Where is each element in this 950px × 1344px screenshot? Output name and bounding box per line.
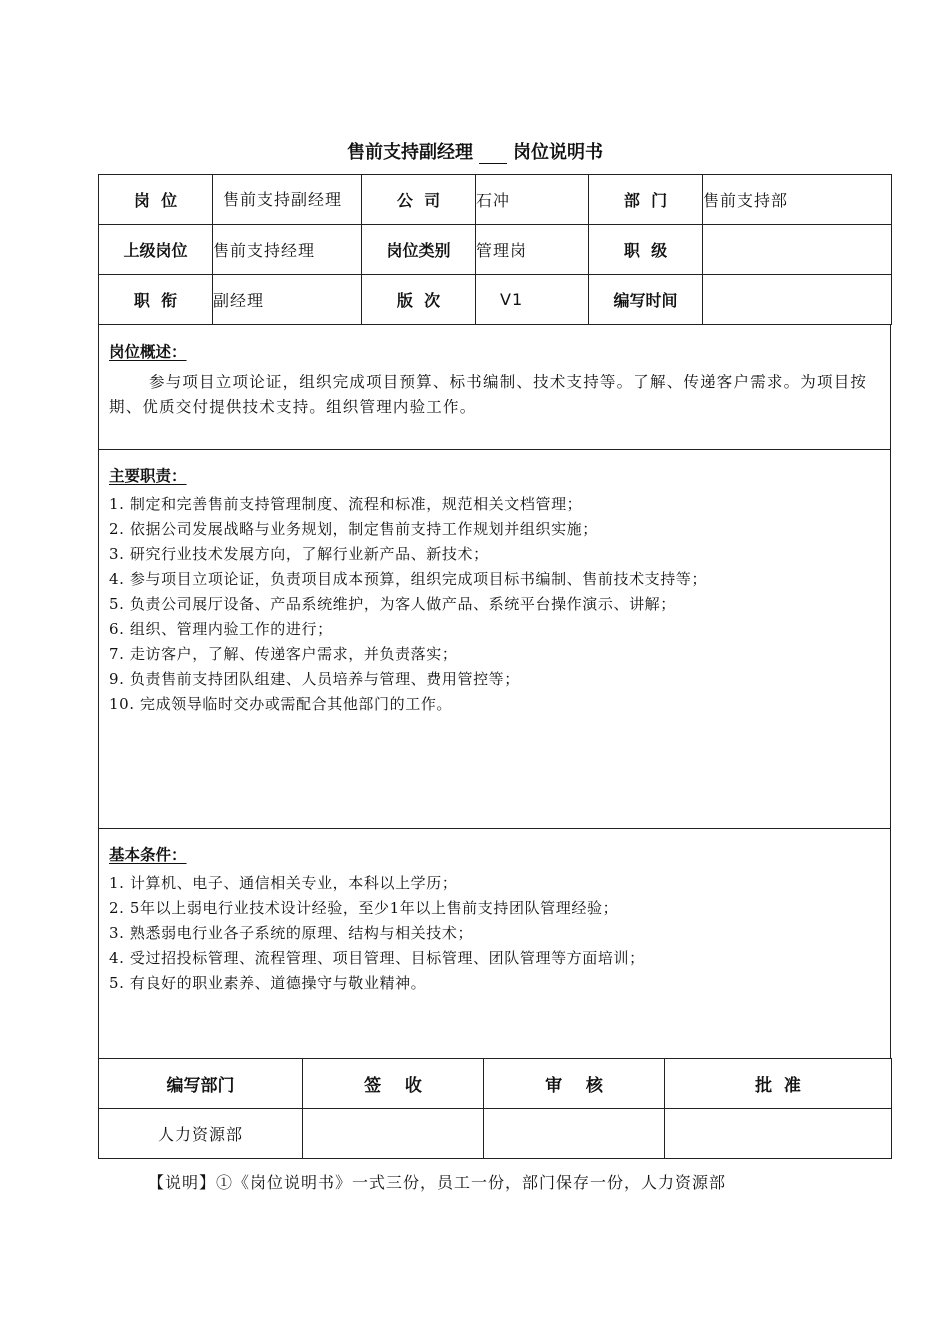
overview-section bbox=[98, 324, 891, 450]
overview-heading: 岗位概述： bbox=[109, 343, 187, 361]
list-item: 5. 负责公司展厅设备、产品系统维护，为客人做产品、系统平台操作演示、讲解； bbox=[109, 595, 676, 613]
list-item: 4. 参与项目立项论证，负责项目成本预算，组织完成项目标书编制、售前技术支持等； bbox=[109, 570, 708, 588]
receipt-value bbox=[303, 1109, 484, 1159]
rank-value: 副经理 bbox=[213, 275, 362, 325]
list-item: 3. 研究行业技术发展方向，了解行业新产品、新技术； bbox=[109, 545, 489, 563]
writing-dept-value: 人力资源部 bbox=[99, 1109, 303, 1159]
requirements-section bbox=[98, 828, 891, 1059]
signature-header-row bbox=[99, 1059, 892, 1109]
approve-value bbox=[665, 1109, 892, 1159]
list-item: 9. 负责售前支持团队组建、人员培养与管理、费用管控等； bbox=[109, 670, 520, 688]
company-label: 公 司 bbox=[362, 175, 476, 225]
grade-label: 职 级 bbox=[589, 225, 703, 275]
list-item: 7. 走访客户，了解、传递客户需求，并负责落实； bbox=[109, 645, 458, 663]
duties-section bbox=[98, 449, 891, 829]
superior-value: 售前支持经理 bbox=[213, 225, 362, 275]
signature-value-row bbox=[99, 1109, 892, 1159]
list-item: 1. 计算机、电子、通信相关专业，本科以上学历； bbox=[109, 874, 458, 892]
company-value: 石冲 bbox=[476, 175, 589, 225]
basic-info-table bbox=[98, 174, 892, 325]
list-item: 5. 有良好的职业素养、道德操守与敬业精神。 bbox=[109, 974, 427, 992]
date-label: 编写时间 bbox=[589, 275, 703, 325]
list-item: 3. 熟悉弱电行业各子系统的原理、结构与相关技术； bbox=[109, 924, 474, 942]
info-row-3 bbox=[99, 275, 892, 325]
writing-dept-label: 编写部门 bbox=[99, 1059, 303, 1109]
position-value: 售前支持副经理 bbox=[213, 175, 362, 225]
title-doc-type: 岗位说明书 bbox=[513, 142, 603, 163]
date-value bbox=[703, 275, 892, 325]
approve-label: 批 准 bbox=[665, 1059, 892, 1109]
receipt-label: 签 收 bbox=[303, 1059, 484, 1109]
duties-heading: 主要职责： bbox=[109, 467, 187, 485]
document-title bbox=[0, 138, 950, 164]
info-row-1 bbox=[99, 175, 892, 225]
department-value: 售前支持部 bbox=[703, 175, 892, 225]
list-item: 1. 制定和完善售前支持管理制度、流程和标准，规范相关文档管理； bbox=[109, 495, 583, 513]
signature-table bbox=[98, 1058, 892, 1159]
list-item: 6. 组织、管理内验工作的进行； bbox=[109, 620, 333, 638]
grade-value bbox=[703, 225, 892, 275]
requirements-list bbox=[109, 871, 882, 996]
footnote: 【说明】①《岗位说明书》一式三份，员工一份，部门保存一份，人力资源部 bbox=[148, 1173, 727, 1192]
requirements-heading: 基本条件： bbox=[109, 846, 187, 864]
duties-list bbox=[109, 492, 882, 717]
overview-text: 参与项目立项论证，组织完成项目预算、标书编制、技术支持等。了解、传递客户需求。为项目按期、优质交付提供技术支持。组织管理内验工作。 bbox=[109, 373, 868, 416]
list-item: 10. 完成领导临时交办或需配合其他部门的工作。 bbox=[109, 695, 453, 713]
list-item: 2. 5年以上弱电行业技术设计经验，至少1年以上售前支持团队管理经验； bbox=[109, 899, 619, 917]
version-label: 版 次 bbox=[362, 275, 476, 325]
department-label: 部 门 bbox=[589, 175, 703, 225]
category-value: 管理岗 bbox=[476, 225, 589, 275]
version-value: V1 bbox=[476, 275, 589, 325]
title-underline-gap bbox=[479, 145, 507, 164]
review-value bbox=[484, 1109, 665, 1159]
review-label: 审 核 bbox=[484, 1059, 665, 1109]
info-row-2 bbox=[99, 225, 892, 275]
title-position-name: 售前支持副经理 bbox=[347, 142, 473, 163]
list-item: 2. 依据公司发展战略与业务规划，制定售前支持工作规划并组织实施； bbox=[109, 520, 598, 538]
list-item: 4. 受过招投标管理、流程管理、项目管理、目标管理、团队管理等方面培训； bbox=[109, 949, 645, 967]
rank-label: 职 衔 bbox=[99, 275, 213, 325]
position-label: 岗 位 bbox=[99, 175, 213, 225]
superior-label: 上级岗位 bbox=[99, 225, 213, 275]
category-label: 岗位类别 bbox=[362, 225, 476, 275]
